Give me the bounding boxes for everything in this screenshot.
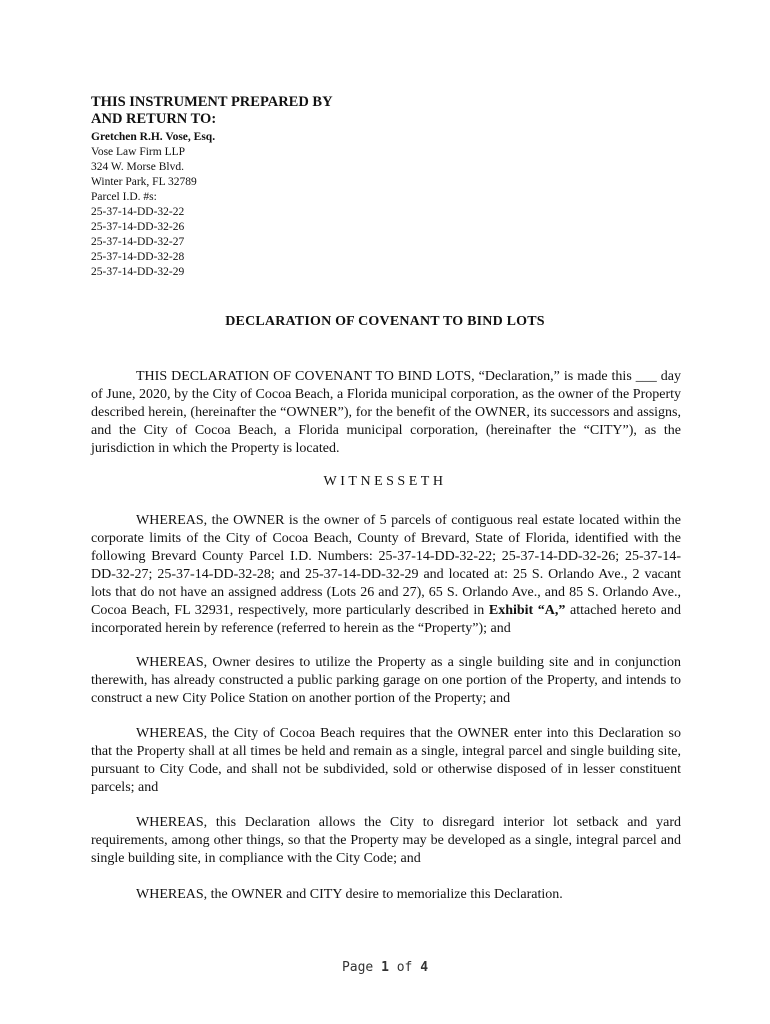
parcel-id: 25-37-14-DD-32-27 — [91, 236, 185, 248]
whereas-paragraph-4: WHEREAS, this Declaration allows the City to disregard interior lot setback and yard requirements, among other things, so that the Property may be developed as a single, integral parcel and single building site, in compliance with the City Code; and — [91, 815, 681, 866]
parcel-id: 25-37-14-DD-32-29 — [91, 266, 185, 278]
document-title: DECLARATION OF COVENANT TO BIND LOTS — [225, 314, 545, 329]
page-total: 4 — [420, 960, 429, 975]
prepared-by-heading-line2: AND RETURN TO: — [91, 111, 217, 127]
page-word: Page — [341, 960, 374, 975]
law-firm: Vose Law Firm LLP — [91, 146, 186, 158]
exhibit-a-reference: Exhibit “A,” — [488, 603, 566, 618]
prepared-by-heading-line1: THIS INSTRUMENT PREPARED BY — [91, 94, 333, 110]
address-line1: 324 W. Morse Blvd. — [91, 161, 184, 173]
parcel-id: 25-37-14-DD-32-28 — [91, 251, 185, 263]
intro-paragraph: THIS DECLARATION OF COVENANT TO BIND LOTS, “Declaration,” is made this ___ day of June, 2020, by the City of Cocoa Beach, a Florida municipal corporation, as the owner of the Property described herein, (hereinafter the “OWNER”), for the benefit of the OWNER, its successors and assigns, and the City of Cocoa Beach, a Florida municipal corporation, (hereinafter the “CITY”), as the jurisdiction in which the Property is located. — [91, 369, 681, 456]
page-footer — [0, 960, 770, 975]
whereas-paragraph-3: WHEREAS, the City of Cocoa Beach requires that the OWNER enter into this Declaration so that the Property shall at all times be held and remain as a single, integral parcel and single building site, pursuant to City Code, and shall not be subdivided, sold or otherwise disposed of in lesser constituent parcels; and — [91, 726, 681, 795]
page-number: 1 — [381, 960, 389, 975]
parcel-id: 25-37-14-DD-32-22 — [91, 206, 185, 218]
attorney-name: Gretchen R.H. Vose, Esq. — [91, 131, 216, 143]
whereas-paragraph-2: WHEREAS, Owner desires to utilize the Property as a single building site and in conjunction therewith, has already constructed a public parking garage on one portion of the Property, and intends to construct a new City Police Station on another portion of the Property; and — [91, 655, 681, 706]
witnesseth-text: WITNESSETH — [323, 474, 447, 489]
of-word: of — [396, 960, 413, 975]
prepared-by-block — [91, 94, 411, 280]
parcel-id: 25-37-14-DD-32-26 — [91, 221, 185, 233]
whereas-paragraph-1 — [91, 512, 681, 638]
whereas-1-text-b: attached hereto and incorporated herein by reference (referred to herein as the “Property”); and — [91, 603, 681, 636]
whereas-paragraph-5: WHEREAS, the OWNER and CITY desire to memorialize this Declaration. — [136, 887, 563, 902]
parcel-label: Parcel I.D. #s: — [91, 191, 157, 203]
address-line2: Winter Park, FL 32789 — [91, 176, 197, 188]
witnesseth-heading — [0, 474, 770, 490]
whereas-1-text-a: WHEREAS, the OWNER is the owner of 5 parcels of contiguous real estate located within the corporate limits of the City of Cocoa Beach, County of Brevard, State of Florida, identified with the following Brevard County Parcel I.D. Numbers: 25-37-14-DD-32-22; 25-37-14-DD-32-26; 25-37-14-DD-32-27; 25-37-14-DD-32-28; and 25-37-14-DD-32-29 and located at: 25 S. Orlando Ave., 2 vacant lots that do not have an assigned address (Lots 26 and 27), 65 S. Orlando Ave., and 85 S. Orlando Ave., Cocoa Beach, FL 32931, respectively, more particularly described in — [91, 513, 681, 618]
